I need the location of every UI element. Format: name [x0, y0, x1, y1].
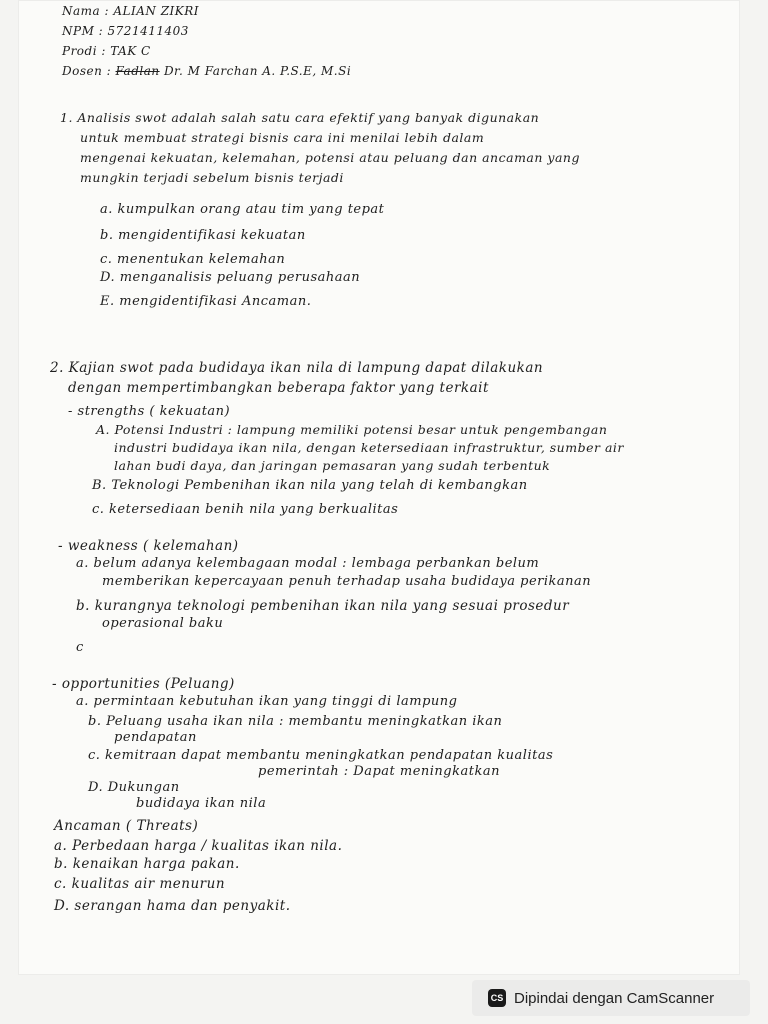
threats-title: Ancaman ( Threats): [54, 818, 199, 834]
strength-item: A. Potensi Industri : lampung memiliki potensi besar untuk pengembangan: [96, 422, 608, 437]
student-prodi: Prodi : TAK C: [62, 44, 151, 58]
weakness-item: operasional baku: [102, 616, 224, 631]
strength-item: industri budidaya ikan nila, dengan ketersediaan infrastruktur, sumber air: [114, 440, 624, 455]
q1-item: b. mengidentifikasi kekuatan: [100, 228, 306, 243]
lecturer-line: [62, 64, 351, 78]
q2-intro: dengan mempertimbangkan beberapa faktor yang terkait: [68, 380, 489, 396]
lecturer-name: Dr. M Farchan A. P.S.E, M.Si: [163, 64, 352, 78]
q1-item: c. menentukan kelemahan: [100, 252, 286, 267]
student-name: Nama : ALIAN ZIKRI: [62, 4, 200, 18]
q1-line: untuk membuat strategi bisnis cara ini menilai lebih dalam: [80, 130, 485, 145]
opportunity-item: pemerintah : Dapat meningkatkan: [258, 764, 500, 779]
lecturer-label: Dosen :: [62, 64, 112, 78]
strength-item: B. Teknologi Pembenihan ikan nila yang telah di kembangkan: [92, 478, 528, 493]
q1-item: a. kumpulkan orang atau tim yang tepat: [100, 202, 385, 217]
camscanner-text: Dipindai dengan CamScanner: [514, 989, 715, 1007]
threat-item: D. serangan hama dan penyakit.: [54, 898, 291, 914]
opportunity-item: b. Peluang usaha ikan nila : membantu meningkatkan ikan: [88, 714, 503, 729]
lecturer-struck: Fadlan: [115, 64, 160, 78]
weakness-item: b. kurangnya teknologi pembenihan ikan nila yang sesuai prosedur: [76, 598, 570, 614]
strength-item: lahan budi daya, dan jaringan pemasaran yang sudah terbentuk: [114, 458, 551, 473]
q1-item: D. menganalisis peluang perusahaan: [100, 270, 361, 285]
scanned-page: [18, 0, 740, 975]
opportunity-item: D. Dukungan: [88, 780, 180, 795]
opportunity-item: budidaya ikan nila: [136, 796, 267, 811]
threat-item: b. kenaikan harga pakan.: [54, 856, 240, 872]
weakness-title: - weakness ( kelemahan): [58, 538, 239, 554]
camscanner-watermark: [472, 980, 750, 1016]
opportunity-item: c. kemitraan dapat membantu meningkatkan pendapatan kualitas: [88, 748, 554, 763]
weakness-item: c: [76, 640, 84, 655]
weakness-item: a. belum adanya kelembagaan modal : lembaga perbankan belum: [76, 556, 540, 571]
opportunities-title: - opportunities (Peluang): [52, 676, 235, 692]
q1-line: 1. Analisis swot adalah salah satu cara efektif yang banyak digunakan: [60, 110, 540, 125]
student-npm: NPM : 5721411403: [62, 24, 189, 38]
strength-item: c. ketersediaan benih nila yang berkualitas: [92, 502, 399, 517]
strengths-title: - strengths ( kekuatan): [68, 404, 231, 419]
q1-item: E. mengidentifikasi Ancaman.: [100, 294, 312, 309]
camscanner-icon: CS: [488, 989, 506, 1007]
weakness-item: memberikan kepercayaan penuh terhadap usaha budidaya perikanan: [102, 574, 592, 589]
q2-intro: 2. Kajian swot pada budidaya ikan nila di lampung dapat dilakukan: [50, 360, 544, 376]
opportunity-item: pendapatan: [114, 730, 197, 745]
opportunity-item: a. permintaan kebutuhan ikan yang tinggi di lampung: [76, 694, 458, 709]
q1-line: mungkin terjadi sebelum bisnis terjadi: [80, 170, 344, 185]
q1-line: mengenai kekuatan, kelemahan, potensi atau peluang dan ancaman yang: [80, 150, 580, 165]
threat-item: c. kualitas air menurun: [54, 876, 226, 892]
threat-item: a. Perbedaan harga / kualitas ikan nila.: [54, 838, 343, 854]
